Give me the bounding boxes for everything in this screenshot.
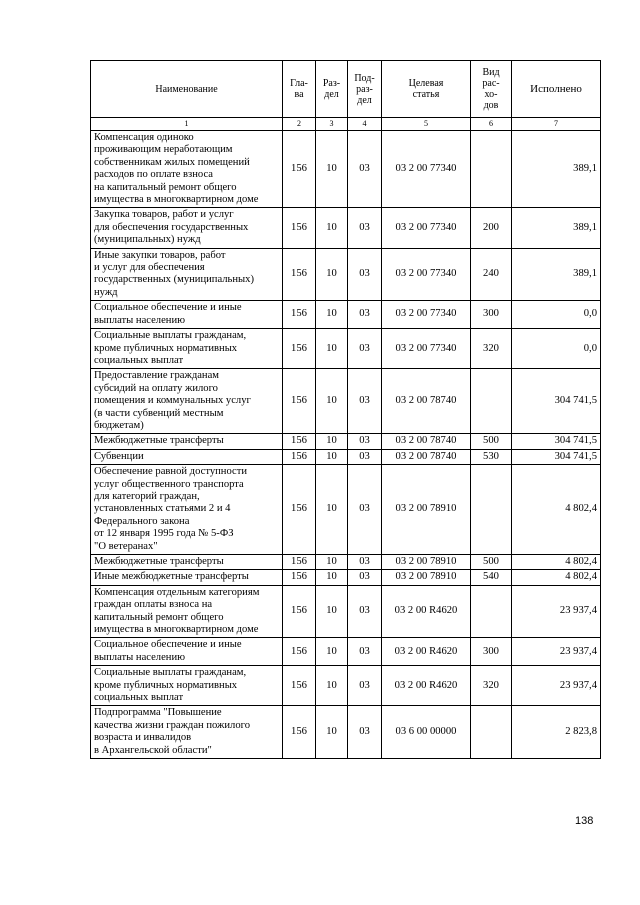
cell-glava: 156: [283, 570, 316, 585]
cell-target: 03 2 00 78910: [382, 555, 471, 570]
cell-vid: 200: [471, 208, 512, 248]
cell-glava: 156: [283, 585, 316, 638]
cell-razdel: 10: [316, 585, 348, 638]
cell-vid: 320: [471, 329, 512, 369]
table-header-row: [91, 61, 601, 118]
cell-glava: 156: [283, 369, 316, 434]
cell-vid: [471, 585, 512, 638]
cell-razdel: 10: [316, 131, 348, 208]
table-row: [91, 465, 601, 555]
cell-razdel: 10: [316, 208, 348, 248]
cell-razdel: 10: [316, 465, 348, 555]
cell-podrazdel: 03: [348, 706, 382, 759]
table-row: [91, 208, 601, 248]
cell-done: 389,1: [512, 131, 601, 208]
cell-done: 304 741,5: [512, 434, 601, 449]
cell-vid: 540: [471, 570, 512, 585]
cell-glava: 156: [283, 555, 316, 570]
cell-razdel: 10: [316, 706, 348, 759]
cell-name: Подпрограмма "Повышение качества жизни граждан пожилого возраста и инвалидов в Архангельской области": [91, 706, 283, 759]
cell-target: 03 6 00 00000: [382, 706, 471, 759]
header-name: Наименование: [91, 61, 283, 118]
cell-razdel: 10: [316, 301, 348, 329]
cell-name: Закупка товаров, работ и услуг для обеспечения государственных (муниципальных) нужд: [91, 208, 283, 248]
cell-razdel: 10: [316, 638, 348, 666]
cell-name: Межбюджетные трансферты: [91, 555, 283, 570]
cell-done: 304 741,5: [512, 449, 601, 464]
cell-target: 03 2 00 77340: [382, 248, 471, 301]
cell-podrazdel: 03: [348, 465, 382, 555]
cell-name: Компенсация одиноко проживающим неработающим собственникам жилых помещений расходов по оплате взноса на капитальный ремонт общего имущества в многоквартирном доме: [91, 131, 283, 208]
cell-vid: 530: [471, 449, 512, 464]
cell-glava: 156: [283, 706, 316, 759]
cell-podrazdel: 03: [348, 434, 382, 449]
cell-podrazdel: 03: [348, 208, 382, 248]
table-row: [91, 301, 601, 329]
cell-target: 03 2 00 R4620: [382, 585, 471, 638]
cell-target: 03 2 00 78740: [382, 369, 471, 434]
colnum: 5: [382, 118, 471, 131]
cell-name: Предоставление гражданам субсидий на оплату жилого помещения и коммунальных услуг (в части субвенций местным бюджетам): [91, 369, 283, 434]
cell-glava: 156: [283, 248, 316, 301]
cell-target: 03 2 00 78910: [382, 465, 471, 555]
cell-glava: 156: [283, 131, 316, 208]
colnum: 2: [283, 118, 316, 131]
cell-glava: 156: [283, 666, 316, 706]
cell-target: 03 2 00 77340: [382, 301, 471, 329]
cell-razdel: 10: [316, 555, 348, 570]
colnum: 4: [348, 118, 382, 131]
cell-done: 23 937,4: [512, 638, 601, 666]
colnum: 1: [91, 118, 283, 131]
table-row: [91, 555, 601, 570]
cell-razdel: 10: [316, 570, 348, 585]
cell-podrazdel: 03: [348, 555, 382, 570]
header-razdel: Раз- дел: [316, 61, 348, 118]
cell-vid: 240: [471, 248, 512, 301]
cell-podrazdel: 03: [348, 329, 382, 369]
table-row: [91, 434, 601, 449]
table-row: [91, 585, 601, 638]
cell-done: 389,1: [512, 208, 601, 248]
cell-vid: 320: [471, 666, 512, 706]
table-row: [91, 369, 601, 434]
cell-vid: [471, 706, 512, 759]
cell-done: 23 937,4: [512, 666, 601, 706]
cell-target: 03 2 00 77340: [382, 329, 471, 369]
cell-razdel: 10: [316, 248, 348, 301]
page-number: 138: [575, 815, 594, 827]
cell-vid: 500: [471, 434, 512, 449]
cell-name: Иные закупки товаров, работ и услуг для обеспечения государственных (муниципальных) нужд: [91, 248, 283, 301]
table-row: [91, 706, 601, 759]
cell-target: 03 2 00 78910: [382, 570, 471, 585]
cell-target: 03 2 00 78740: [382, 434, 471, 449]
cell-done: 0,0: [512, 329, 601, 369]
header-target: Целевая статья: [382, 61, 471, 118]
cell-razdel: 10: [316, 434, 348, 449]
cell-razdel: 10: [316, 449, 348, 464]
cell-razdel: 10: [316, 666, 348, 706]
cell-done: 4 802,4: [512, 465, 601, 555]
cell-name: Социальное обеспечение и иные выплаты населению: [91, 301, 283, 329]
table-row: [91, 248, 601, 301]
header-glava: Гла- ва: [283, 61, 316, 118]
budget-table: [90, 60, 601, 759]
cell-glava: 156: [283, 434, 316, 449]
budget-table-sheet: [90, 60, 600, 759]
cell-glava: 156: [283, 301, 316, 329]
cell-done: 4 802,4: [512, 555, 601, 570]
table-body: [91, 131, 601, 759]
cell-name: Социальные выплаты гражданам, кроме публичных нормативных социальных выплат: [91, 666, 283, 706]
header-vid: Вид рас- хо- дов: [471, 61, 512, 118]
cell-glava: 156: [283, 465, 316, 555]
table-row: [91, 638, 601, 666]
table-row: [91, 329, 601, 369]
colnum: 7: [512, 118, 601, 131]
cell-vid: 300: [471, 301, 512, 329]
column-number-row: [91, 118, 601, 131]
table-row: [91, 570, 601, 585]
cell-glava: 156: [283, 329, 316, 369]
cell-name: Субвенции: [91, 449, 283, 464]
table-row: [91, 131, 601, 208]
table-row: [91, 449, 601, 464]
cell-target: 03 2 00 R4620: [382, 666, 471, 706]
cell-podrazdel: 03: [348, 369, 382, 434]
cell-vid: [471, 369, 512, 434]
cell-target: 03 2 00 78740: [382, 449, 471, 464]
cell-vid: [471, 465, 512, 555]
cell-razdel: 10: [316, 329, 348, 369]
cell-podrazdel: 03: [348, 585, 382, 638]
cell-podrazdel: 03: [348, 301, 382, 329]
cell-glava: 156: [283, 449, 316, 464]
cell-glava: 156: [283, 208, 316, 248]
cell-podrazdel: 03: [348, 248, 382, 301]
cell-done: 0,0: [512, 301, 601, 329]
cell-vid: 300: [471, 638, 512, 666]
cell-done: 304 741,5: [512, 369, 601, 434]
cell-vid: [471, 131, 512, 208]
cell-target: 03 2 00 R4620: [382, 638, 471, 666]
cell-razdel: 10: [316, 369, 348, 434]
cell-vid: 500: [471, 555, 512, 570]
colnum: 3: [316, 118, 348, 131]
cell-podrazdel: 03: [348, 570, 382, 585]
cell-glava: 156: [283, 638, 316, 666]
cell-done: 4 802,4: [512, 570, 601, 585]
cell-name: Обеспечение равной доступности услуг общественного транспорта для категорий граждан, установленных статьями 2 и 4 Федерального закона от 12 января 1995 года № 5-ФЗ "О ветеранах": [91, 465, 283, 555]
cell-name: Социальные выплаты гражданам, кроме публичных нормативных социальных выплат: [91, 329, 283, 369]
cell-podrazdel: 03: [348, 666, 382, 706]
cell-done: 2 823,8: [512, 706, 601, 759]
cell-podrazdel: 03: [348, 449, 382, 464]
cell-name: Межбюджетные трансферты: [91, 434, 283, 449]
cell-podrazdel: 03: [348, 131, 382, 208]
cell-name: Социальное обеспечение и иные выплаты населению: [91, 638, 283, 666]
cell-podrazdel: 03: [348, 638, 382, 666]
table-row: [91, 666, 601, 706]
colnum: 6: [471, 118, 512, 131]
cell-done: 389,1: [512, 248, 601, 301]
header-podrazdel: Под- раз- дел: [348, 61, 382, 118]
cell-name: Иные межбюджетные трансферты: [91, 570, 283, 585]
cell-done: 23 937,4: [512, 585, 601, 638]
cell-target: 03 2 00 77340: [382, 131, 471, 208]
header-done: Исполнено: [512, 61, 601, 118]
cell-target: 03 2 00 77340: [382, 208, 471, 248]
cell-name: Компенсация отдельным категориям граждан оплаты взноса на капитальный ремонт общего имущества в многоквартирном доме: [91, 585, 283, 638]
